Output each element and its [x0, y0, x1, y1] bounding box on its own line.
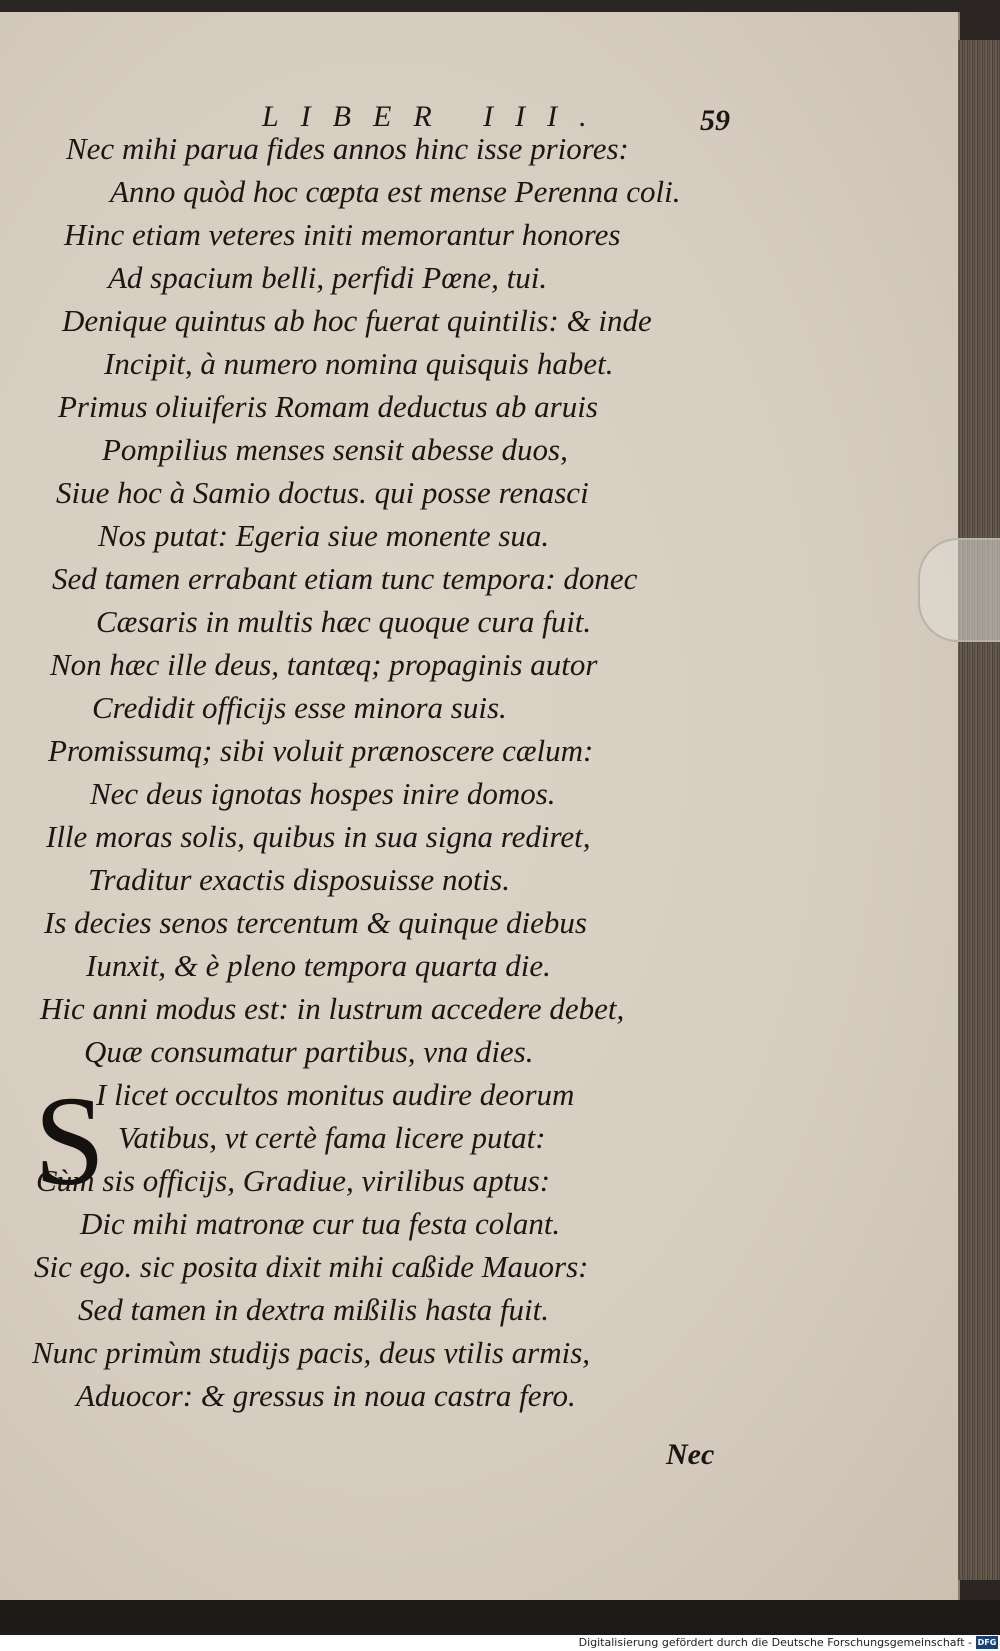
- funding-credit: Digitalisierung gefördert durch die Deutsche Forschungsgemeinschaft -: [578, 1636, 972, 1649]
- verse-line: Anno quòd hoc cœpta est mense Perenna coli.: [110, 174, 681, 209]
- page-edges: [958, 40, 1000, 1580]
- verse-line: Ad spacium belli, perfidi Pœne, tui.: [108, 260, 548, 295]
- verse-line: Sic ego. sic posita dixit mihi caßide Mauors:: [34, 1249, 589, 1284]
- dfg-logo: DFG: [977, 1638, 997, 1647]
- verse-line: Sed tamen errabant etiam tunc tempora: donec: [52, 561, 638, 596]
- catchword: Nec: [666, 1438, 715, 1471]
- verse-line: Non hæc ille deus, tantæq; propaginis autor: [50, 647, 598, 682]
- running-head: LIBER III.: [262, 100, 609, 133]
- verse-line: Nec deus ignotas hospes inire domos.: [90, 776, 556, 811]
- verse-line: Aduocor: & gressus in noua castra fero.: [76, 1378, 576, 1413]
- bottom-shadow: [0, 1600, 1000, 1635]
- verse-line: Hic anni modus est: in lustrum accedere debet,: [40, 991, 625, 1026]
- verse-line: Cæsaris in multis hæc quoque cura fuit.: [96, 604, 592, 639]
- verse-line: Primus oliuiferis Romam deductus ab aruis: [58, 389, 598, 424]
- page-number: 59: [700, 104, 730, 137]
- verse-line: Iunxit, & è pleno tempora quarta die.: [86, 948, 551, 983]
- page-clip: [918, 538, 1000, 642]
- verse-line: Nos putat: Egeria siue monente sua.: [98, 518, 550, 553]
- verse-line: Sed tamen in dextra mißilis hasta fuit.: [78, 1292, 549, 1327]
- verse-line: Dic mihi matronæ cur tua festa colant.: [80, 1206, 561, 1241]
- verse-line: Siue hoc à Samio doctus. qui posse renasci: [56, 475, 589, 510]
- verse-line: Is decies senos tercentum & quinque diebus: [44, 905, 587, 940]
- verse-line: Ille moras solis, quibus in sua signa rediret,: [46, 819, 591, 854]
- digitization-footer: [0, 1635, 1000, 1651]
- drop-cap: S: [34, 1070, 106, 1212]
- verse-line: Pompilius menses sensit abesse duos,: [102, 432, 568, 467]
- verse-line: I licet occultos monitus audire deorum: [96, 1077, 575, 1112]
- verse-line: Cùm sis officijs, Gradiue, virilibus aptus:: [36, 1163, 551, 1198]
- verse-line: Nunc primùm studijs pacis, deus vtilis armis,: [32, 1335, 591, 1370]
- verse-line: Traditur exactis disposuisse notis.: [88, 862, 510, 897]
- verse-line: Promissumq; sibi voluit prænoscere cælum:: [48, 733, 594, 768]
- verse-line: Credidit officijs esse minora suis.: [92, 690, 507, 725]
- verse-line: Quæ consumatur partibus, vna dies.: [84, 1034, 534, 1069]
- verse-line: Incipit, à numero nomina quisquis habet.: [104, 346, 614, 381]
- verse-line: Vatibus, vt certè fama licere putat:: [118, 1120, 546, 1155]
- verse-line: Nec mihi parua fides annos hinc isse priores:: [66, 131, 629, 166]
- verse-line: Hinc etiam veteres initi memorantur honores: [64, 217, 621, 252]
- verse-line: Denique quintus ab hoc fuerat quintilis: & inde: [62, 303, 652, 338]
